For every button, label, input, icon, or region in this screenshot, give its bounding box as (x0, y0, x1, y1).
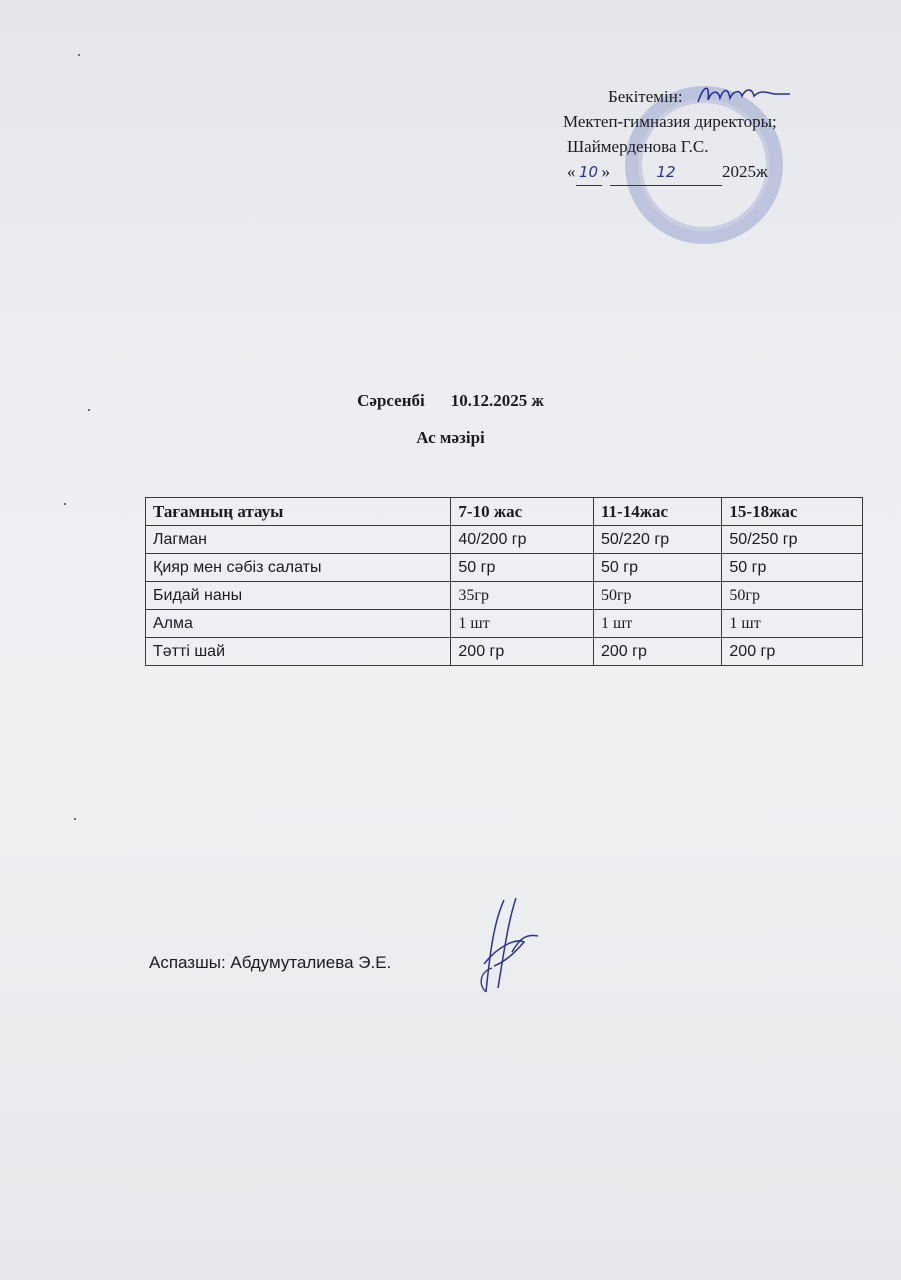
portion-15-18: 50/250 гр (722, 526, 863, 554)
portion-7-10: 50 гр (451, 554, 594, 582)
weekday: Сәрсенбі (357, 391, 425, 410)
approval-block (555, 84, 875, 186)
table-row (146, 526, 863, 554)
stray-mark (88, 409, 90, 411)
table-row (146, 554, 863, 582)
date-year: 2025ж (722, 162, 768, 181)
director-name: Шаймерденова Г.С. (567, 137, 709, 156)
header-age-15-18: 15-18жас (722, 498, 863, 526)
portion-7-10: 40/200 гр (451, 526, 594, 554)
stray-mark (78, 54, 80, 56)
menu-table (145, 497, 863, 666)
portion-15-18: 50 гр (722, 554, 863, 582)
dish-name: Алма (146, 610, 451, 638)
cook-signature (464, 892, 544, 1002)
approve-label: Бекітемін: (608, 87, 683, 106)
portion-7-10: 200 гр (451, 638, 594, 666)
stray-mark (64, 503, 66, 505)
portion-15-18: 50гр (722, 582, 863, 610)
menu-date: 10.12.2025 ж (450, 391, 544, 410)
menu-date-heading (0, 391, 901, 411)
table-row (146, 638, 863, 666)
portion-11-14: 50/220 гр (593, 526, 721, 554)
approval-date: « 10 » 12 2025ж (555, 159, 875, 186)
portion-11-14: 50гр (593, 582, 721, 610)
dish-name: Тәтті шай (146, 638, 451, 666)
portion-15-18: 200 гр (722, 638, 863, 666)
director-position: Мектеп-гимназия директоры; (563, 112, 777, 131)
dish-name: Қияр мен сәбіз салаты (146, 554, 451, 582)
header-dish-name: Тағамның атауы (146, 498, 451, 526)
header-age-7-10: 7-10 жас (451, 498, 594, 526)
date-day: 10 (578, 163, 599, 181)
portion-7-10: 35гр (451, 582, 594, 610)
header-age-11-14: 11-14жас (593, 498, 721, 526)
portion-15-18: 1 шт (722, 610, 863, 638)
menu-title: Ас мәзірі (416, 428, 485, 447)
table-header-row (146, 498, 863, 526)
table-row (146, 582, 863, 610)
portion-11-14: 1 шт (593, 610, 721, 638)
date-month: 12 (656, 163, 676, 181)
portion-11-14: 50 гр (593, 554, 721, 582)
table-row (146, 610, 863, 638)
cook-line: Аспазшы: Абдумуталиева Э.Е. (149, 953, 392, 972)
portion-7-10: 1 шт (451, 610, 594, 638)
portion-11-14: 200 гр (593, 638, 721, 666)
dish-name: Бидай наны (146, 582, 451, 610)
stray-mark (74, 818, 76, 820)
dish-name: Лагман (146, 526, 451, 554)
